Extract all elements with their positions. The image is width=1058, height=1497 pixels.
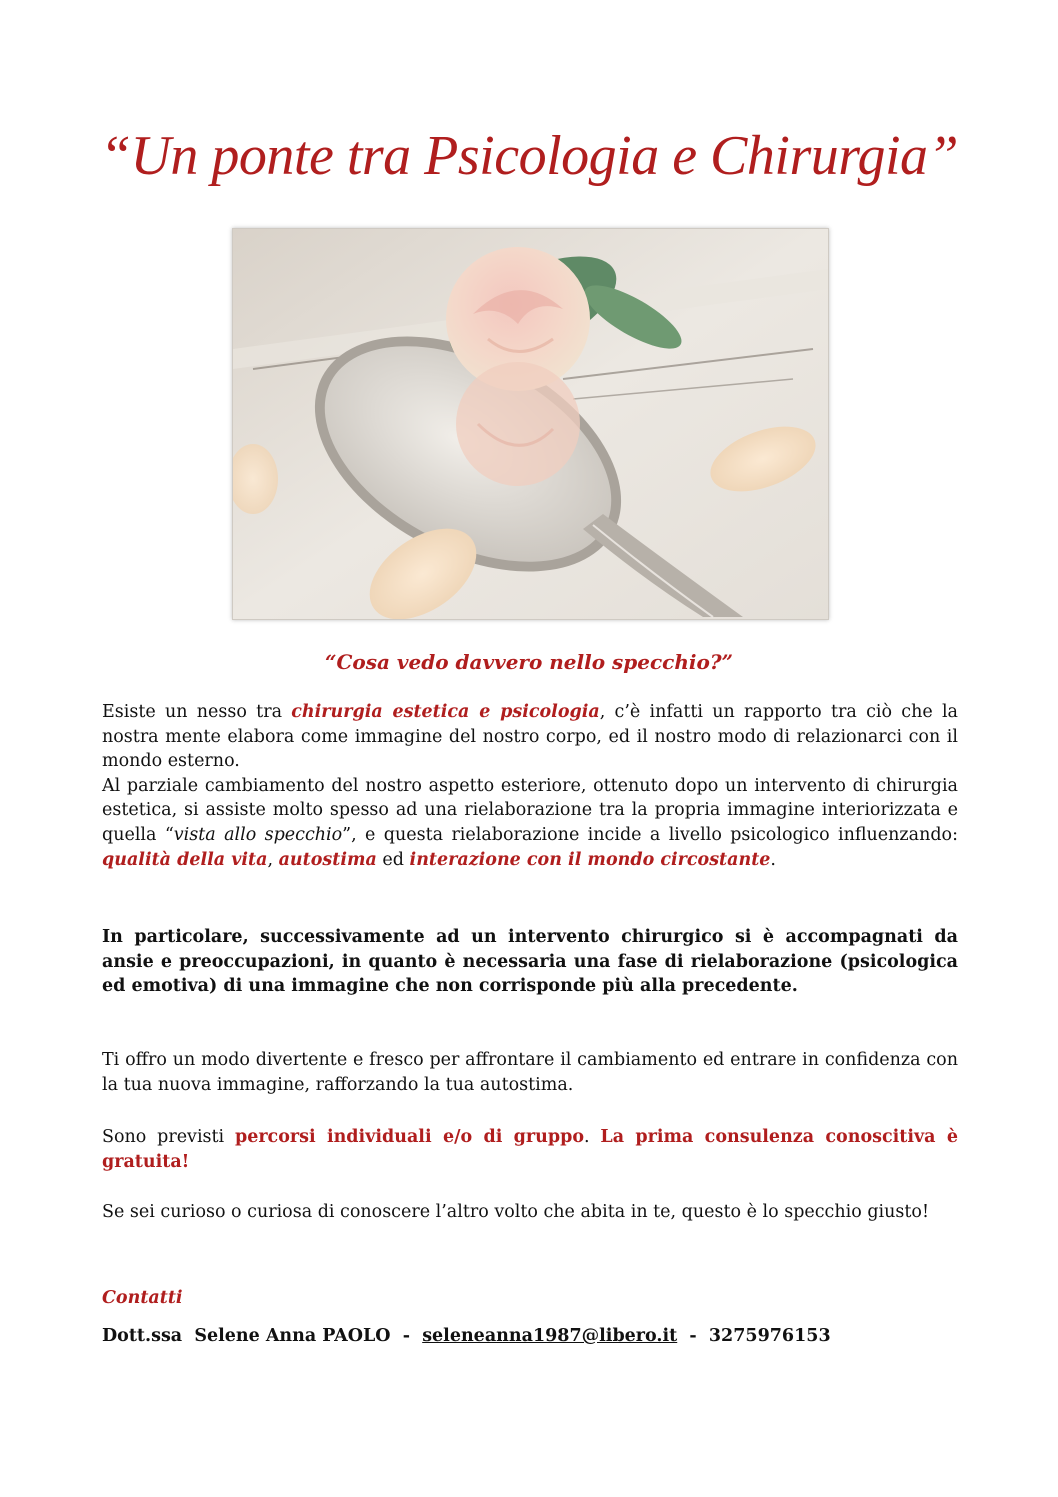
paragraph-bold: In particolare, successivamente ad un intervento chirurgico si è accompagnati da ansie e preoccupazioni, in quanto è necessaria una fase di rielaborazione (psicologica ed emotiva) di una immagine che non corrisponde più alla precedente. bbox=[102, 927, 958, 997]
contact-phone: 3275976153 bbox=[708, 1326, 831, 1346]
p2-text-4: ed bbox=[376, 849, 410, 870]
p2-text-5: . bbox=[770, 849, 776, 870]
p1-text-1: Esiste un nesso tra bbox=[102, 702, 292, 722]
p5-text-1: Sono previsti bbox=[102, 1127, 235, 1147]
contact-email-link[interactable]: seleneanna1987@libero.it bbox=[422, 1326, 678, 1346]
p2-italic: vista allo specchio bbox=[173, 824, 343, 845]
paragraph-intro bbox=[102, 700, 958, 872]
rose-mirror-photo bbox=[232, 228, 829, 620]
p2-highlight-2: autostima bbox=[278, 849, 377, 870]
p1-text-2: , c’è infatti un rapporto tra ciò che la nostra mente elabora come immagine del nostro corpo, ed il nostro modo di relazionarci con il mondo esterno. bbox=[102, 702, 958, 772]
p2-text-1: Al parziale cambiamento del nostro aspetto esteriore, ottenuto dopo un intervento di chirurgia estetica, si assiste molto spesso ad una rielaborazione tra la propria immagine interiorizzata e quella “ bbox=[102, 775, 958, 845]
contact-name: Dott.ssa Selene Anna PAOLO - bbox=[102, 1326, 423, 1346]
paragraph-offer: Ti offro un modo divertente e fresco per affrontare il cambiamento ed entrare in confidenza con la tua nuova immagine, rafforzando la tua autostima. bbox=[102, 1050, 958, 1095]
p5-highlight-2: La prima consulenza conoscitiva è gratuita! bbox=[102, 1127, 958, 1172]
contact-separator: - bbox=[677, 1326, 709, 1346]
paragraph-paths bbox=[102, 1125, 958, 1174]
p5-highlight-1: percorsi individuali e/o di gruppo bbox=[234, 1127, 585, 1147]
subtitle-question: “Cosa vedo davvero nello specchio?” bbox=[324, 650, 734, 674]
p2-text-2: ”, e questa rielaborazione incide a livello psicologico influenzando: bbox=[342, 824, 958, 845]
page-title: “Un ponte tra Psicologia e Chirurgia” bbox=[99, 125, 959, 187]
paragraph-closing: Se sei curioso o curiosa di conoscere l’altro volto che abita in te, questo è lo specchio giusto! bbox=[102, 1202, 929, 1222]
p1-highlight: chirurgia estetica e psicologia bbox=[291, 702, 600, 722]
p2-highlight-3: interazione con il mondo circostante bbox=[409, 849, 771, 870]
p2-highlight-1: qualità della vita bbox=[102, 849, 268, 870]
contact-line bbox=[102, 1326, 831, 1346]
p5-text-2: . bbox=[584, 1127, 601, 1147]
photo-illustration bbox=[233, 229, 828, 619]
contacts-heading: Contatti bbox=[102, 1288, 183, 1308]
p2-text-3: , bbox=[267, 849, 279, 870]
